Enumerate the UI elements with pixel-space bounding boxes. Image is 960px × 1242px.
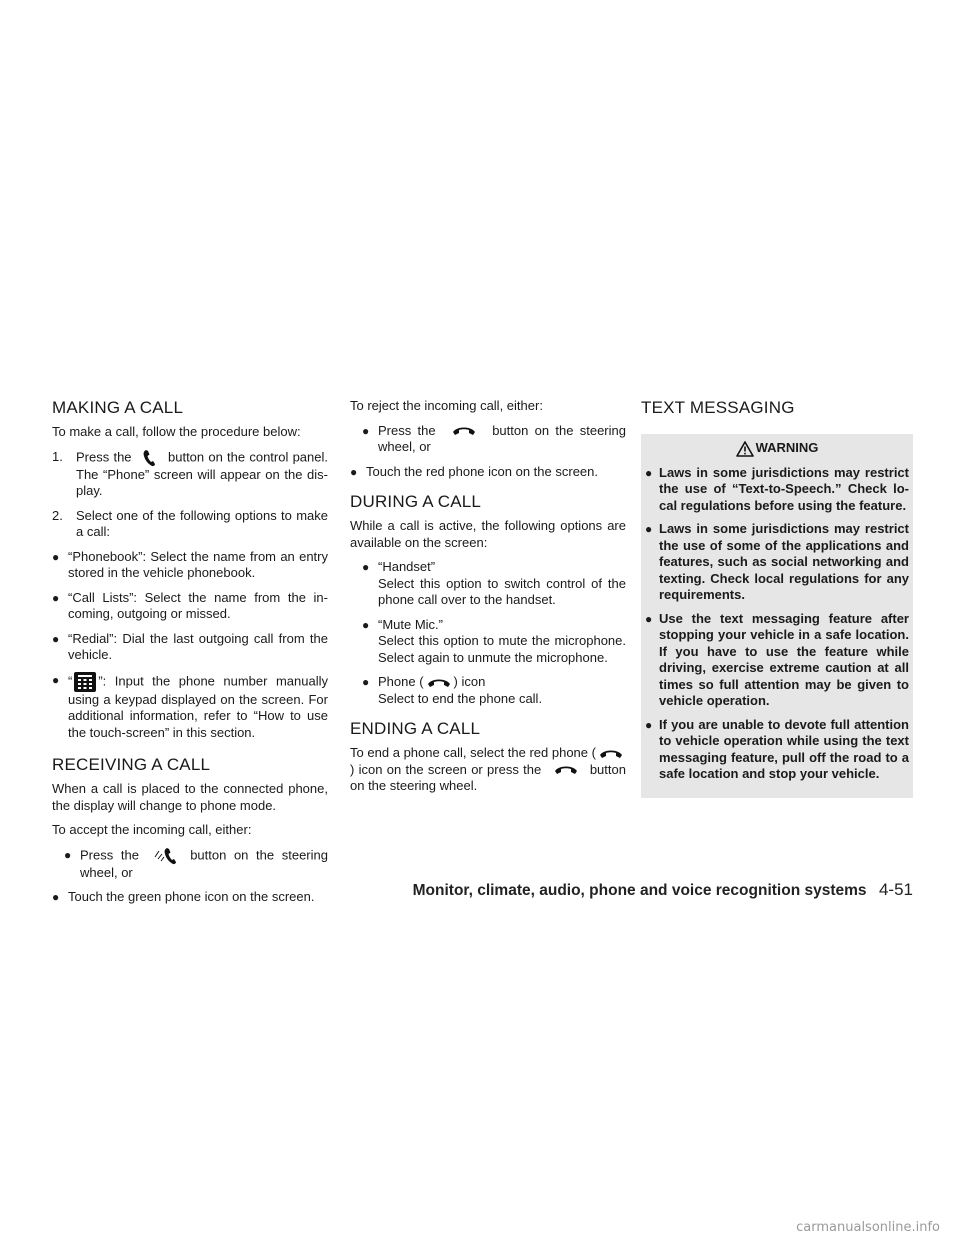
list-item: ● “Handset” Select this option to switch control of the phone call over to the handset. xyxy=(362,559,626,607)
list-item: ● Press the button on the steering wheel, or xyxy=(64,846,328,880)
during-intro: While a call is active, the following options are available on the screen: xyxy=(350,518,626,550)
phone-hangup-icon xyxy=(427,677,451,689)
making-a-call-heading: MAKING A CALL xyxy=(52,398,184,417)
list-item: ● “Redial”: Dial the last outgoing call from the vehicle. xyxy=(52,630,328,662)
warning-header: WARNING xyxy=(645,434,909,465)
warning-item: ● Laws in some jurisdictions may restrict the use of some of the applications and features, such as social networking and texting. Check local regulations for any requirements. xyxy=(645,521,909,603)
page-footer xyxy=(0,880,960,900)
warning-item: ● Use the text messaging feature after stopping your vehicle in a safe location. If you have to use the feature while driving, exercise extreme caution at all times so full attention may be given to vehicle operation. xyxy=(645,610,909,709)
warning-item: ● Laws in some jurisdictions may restrict the use of “Text-to-Speech.” Check lo-cal regulations before using the feature. xyxy=(645,464,909,513)
column-middle xyxy=(350,398,626,803)
receiving-a-call-heading: RECEIVING A CALL xyxy=(52,755,211,774)
footer-section-title: Monitor, climate, audio, phone and voice recognition systems xyxy=(412,882,867,899)
warning-triangle-icon xyxy=(736,441,754,457)
step-2: 2. Select one of the following options to make a call: xyxy=(52,507,328,539)
keypad-icon xyxy=(74,672,96,692)
warning-item: ● If you are unable to devote full attention to vehicle operation while using the text messaging feature, pull off the road to a safe location and stop your vehicle. xyxy=(645,716,909,782)
text-messaging-heading: TEXT MESSAGING xyxy=(641,398,795,417)
list-item: ● “Phonebook”: Select the name from an entry stored in the vehicle phonebook. xyxy=(52,548,328,580)
phone-hangup-icon xyxy=(452,425,476,437)
column-left xyxy=(52,398,328,914)
list-item: ● “ ”: Input the phone number manually using a keypad displayed on the screen. For additional information, refer to “How to use the touch-screen” in this section. xyxy=(52,672,328,740)
list-item: ● Touch the green phone icon on the screen. xyxy=(52,889,315,904)
step-1-number: 1. xyxy=(52,448,63,464)
reject-intro: To reject the incoming call, either: xyxy=(350,398,543,413)
column-right xyxy=(641,398,913,798)
step-1: 1. Press the button on the control panel. The “Phone” screen will appear on the dis-play. xyxy=(52,448,328,498)
page-number: 4-51 xyxy=(878,880,913,899)
phone-answer-icon xyxy=(153,847,177,865)
during-a-call-heading: DURING A CALL xyxy=(350,492,482,511)
receiving-p2: To accept the incoming call, either: xyxy=(52,822,252,837)
list-item: ● “Call Lists”: Select the name from the in-coming, outgoing or missed. xyxy=(52,589,328,621)
phone-hangup-icon xyxy=(599,748,623,760)
list-item: ● Phone ( ) icon Select to end the phone call. xyxy=(362,674,543,706)
ending-a-call-heading: ENDING A CALL xyxy=(350,719,481,738)
list-item: ● Touch the red phone icon on the screen. xyxy=(350,463,598,479)
phone-icon xyxy=(142,449,158,467)
ending-paragraph: To end a phone call, select the red phone ( ) icon on the screen or press the button on the steering wheel. xyxy=(350,745,626,793)
making-intro: To make a call, follow the procedure below: xyxy=(52,424,301,439)
receiving-p1: When a call is placed to the connected phone, the display will change to phone mode. xyxy=(52,781,328,813)
list-item: ● “Mute Mic.” Select this option to mute the microphone. Select again to unmute the microphone. xyxy=(362,616,626,665)
warning-box xyxy=(641,434,913,798)
step-2-number: 2. xyxy=(52,507,63,523)
watermark: carmanualsonline.info xyxy=(796,1220,940,1235)
list-item: ● Press the button on the steering wheel, or xyxy=(362,422,626,454)
phone-hangup-icon xyxy=(554,764,578,776)
